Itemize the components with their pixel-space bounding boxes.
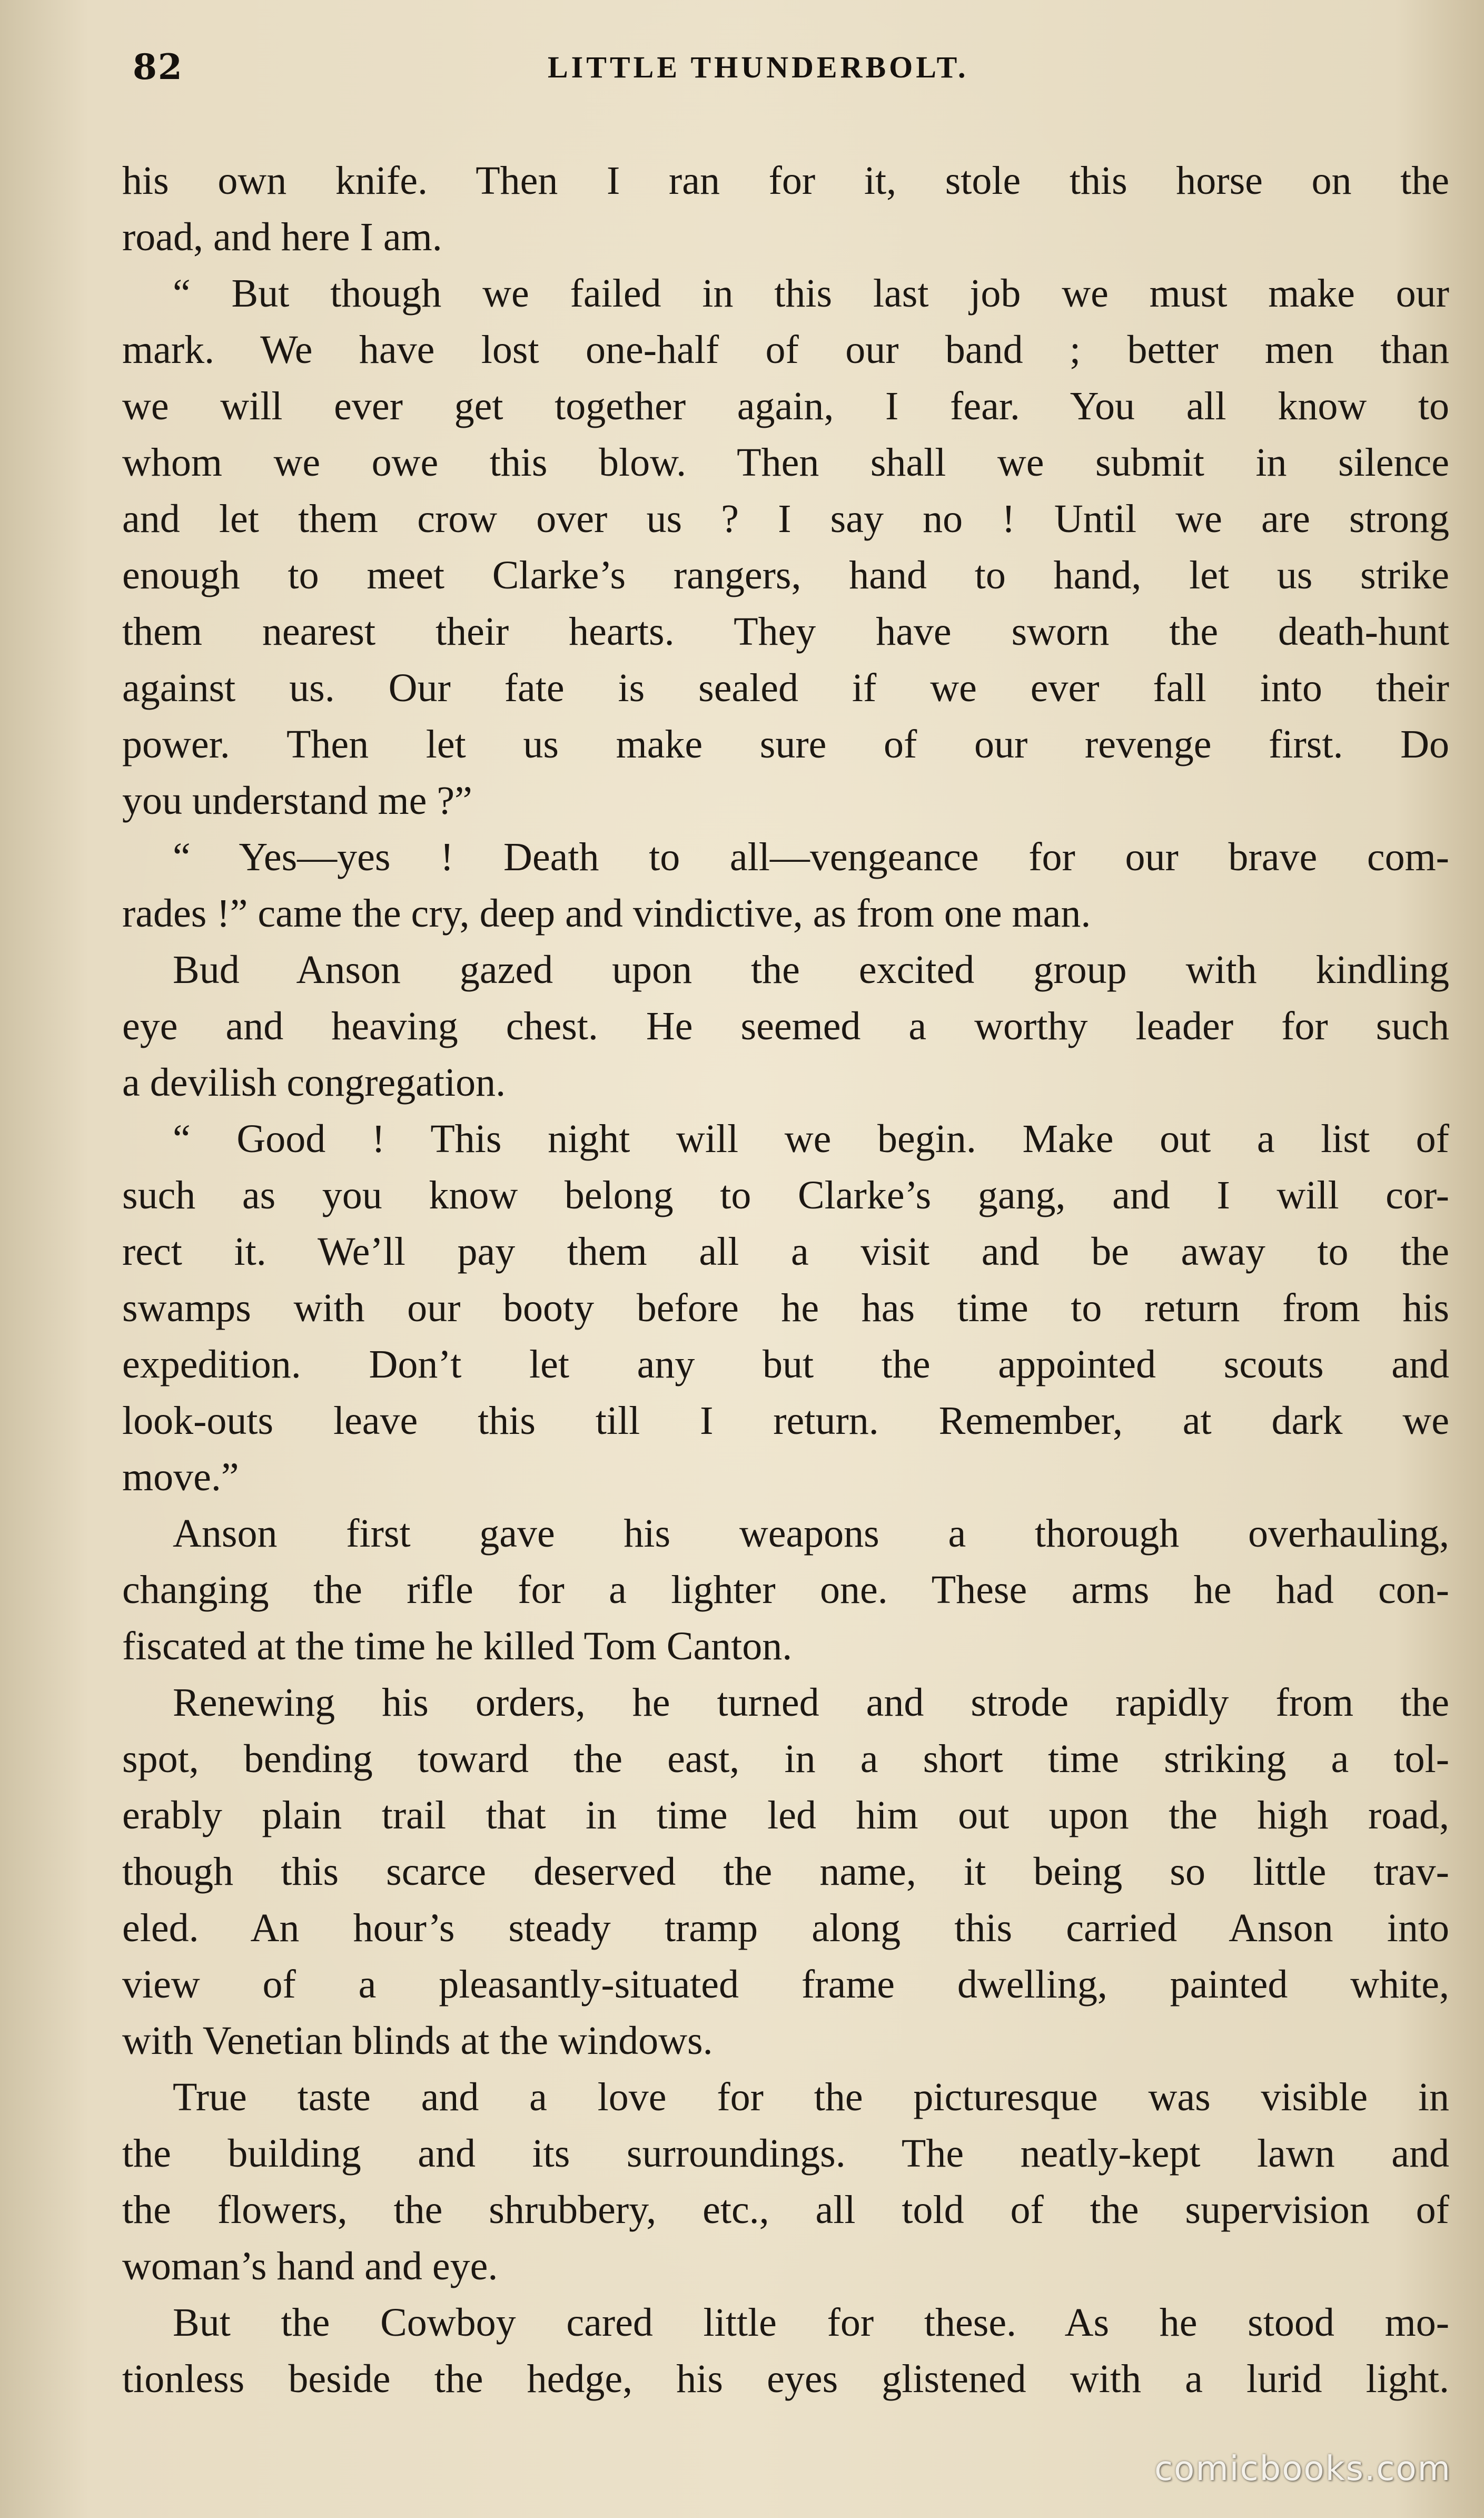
watermark: comicbooks.com [1154,2450,1451,2489]
text-line: woman’s hand and eye. [122,2244,498,2288]
text-line: spot, bending toward the east, in a short time striking a tol- [122,1737,1449,1781]
body-text [122,153,1449,2407]
text-line: rades !” came the cry, deep and vindictive, as from one man. [122,891,1091,936]
text-line: the building and its surroundings. The neatly-kept lawn and [122,2131,1449,2176]
text-line: move.” [122,1455,239,1499]
text-line: we will ever get together again, I fear. You all know to [122,384,1449,428]
text-line: such as you know belong to Clarke’s gang, and I will cor- [122,1173,1449,1217]
text-line: erably plain trail that in time led him out upon the high road, [122,1793,1449,1837]
text-line: and let them crow over us ? I say no ! Until we are strong [122,497,1449,541]
text-line: “ Good ! This night will we begin. Make out a list of [173,1117,1449,1161]
text-line: whom we owe this blow. Then shall we submit in silence [122,440,1449,485]
text-line: “ But though we failed in this last job we must make our [173,271,1449,316]
text-line: changing the rifle for a lighter one. These arms he had con- [122,1568,1449,1612]
text-line: Anson first gave his weapons a thorough overhauling, [173,1511,1449,1556]
text-line: Renewing his orders, he turned and strode rapidly from the [173,1680,1449,1725]
text-line: rect it. We’ll pay them all a visit and be away to the [122,1230,1449,1274]
text-line: “ Yes—yes ! Death to all—vengeance for our brave com- [173,835,1449,879]
page-header [121,46,1453,88]
text-line: view of a pleasantly-situated frame dwelling, painted white, [122,1962,1449,2006]
text-line: eled. An hour’s steady tramp along this carried Anson into [122,1906,1449,1950]
text-line: though this scarce deserved the name, it being so little trav- [122,1850,1449,1894]
text-line: with Venetian blinds at the windows. [122,2019,713,2063]
text-line: his own knife. Then I ran for it, stole this horse on the [122,159,1449,203]
text-line: True taste and a love for the picturesque was visible in [173,2075,1449,2119]
text-line: against us. Our fate is sealed if we ever fall into their [122,666,1449,710]
text-line: the flowers, the shrubbery, etc., all told of the supervision of [122,2188,1449,2232]
text-line: fiscated at the time he killed Tom Canton. [122,1624,793,1668]
text-line: a devilish congregation. [122,1060,506,1105]
text-line: you understand me ?” [122,779,472,823]
text-line: tionless beside the hedge, his eyes glistened with a lurid light. [122,2357,1449,2401]
text-line: mark. We have lost one-half of our band ; better men than [122,328,1449,372]
text-line: enough to meet Clarke’s rangers, hand to hand, let us strike [122,553,1449,597]
page-number: 82 [133,46,183,87]
text-line: swamps with our booty before he has time to return from his [122,1286,1449,1330]
text-line: power. Then let us make sure of our revenge first. Do [122,722,1449,766]
running-title: LITTLE THUNDERBOLT. [548,50,969,84]
text-line: expedition. Don’t let any but the appointed scouts and [122,1342,1449,1386]
text-line: road, and here I am. [122,215,442,259]
text-line: look-outs leave this till I return. Remember, at dark we [122,1399,1449,1443]
text-line: Bud Anson gazed upon the excited group with kindling [173,948,1449,992]
text-line: them nearest their hearts. They have sworn the death-hunt [122,609,1449,654]
text-line: But the Cowboy cared little for these. As he stood mo- [173,2300,1449,2345]
text-line: eye and heaving chest. He seemed a worthy leader for such [122,1004,1449,1048]
